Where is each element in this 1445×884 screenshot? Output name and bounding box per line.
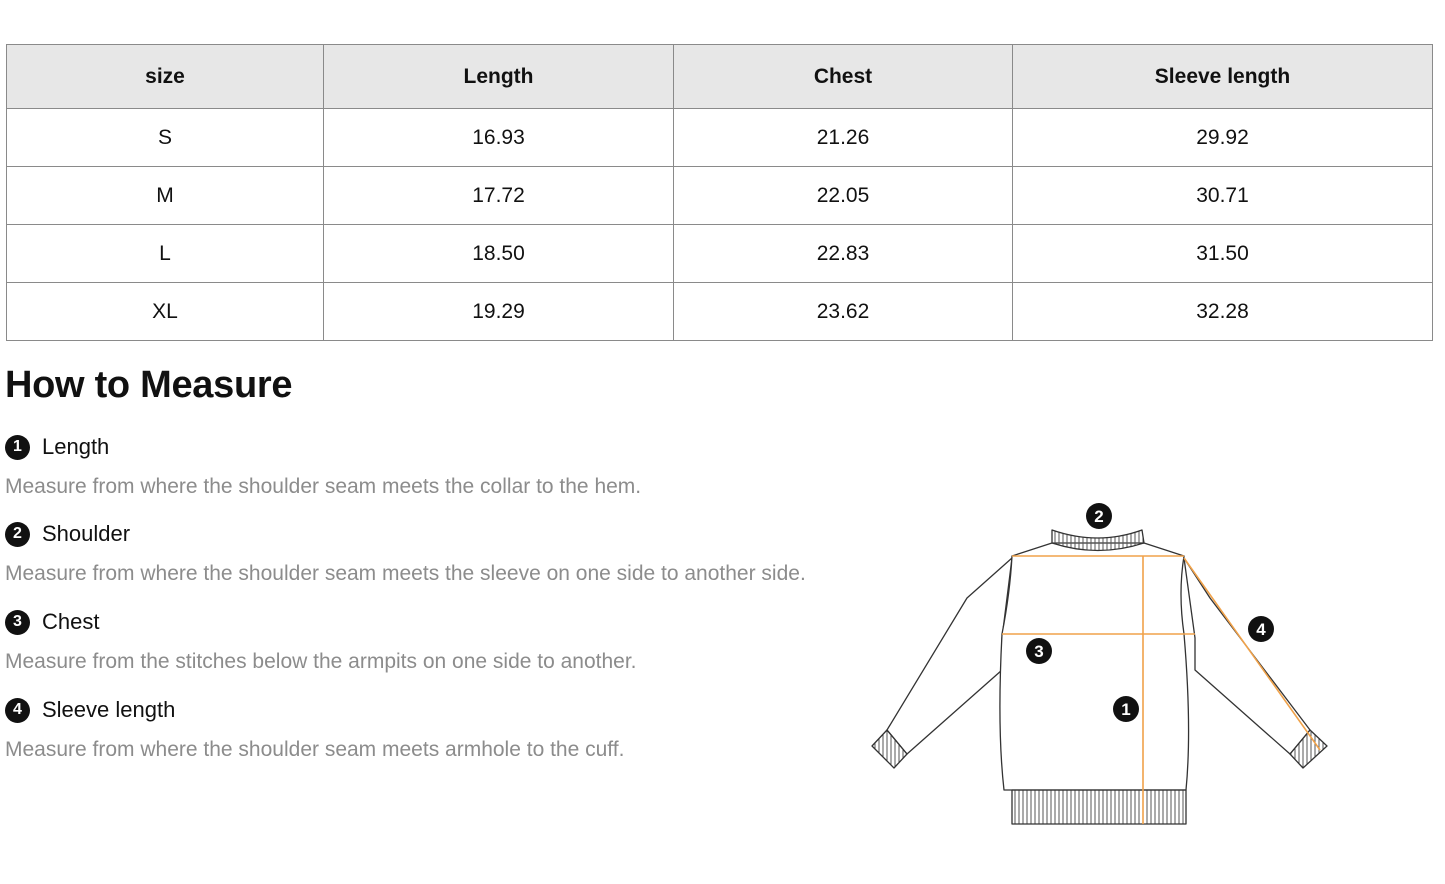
marker-2: [1086, 503, 1112, 529]
cell-size: S: [7, 109, 324, 167]
table-row: [7, 167, 1433, 225]
hem-ribbing: [1012, 790, 1186, 824]
measure-step-sleeve-length: [5, 695, 624, 762]
cell-length: 16.93: [324, 109, 674, 167]
cell-size: XL: [7, 283, 324, 341]
cell-sleeve-length: 31.50: [1013, 225, 1433, 283]
sweater-outline: [872, 530, 1327, 824]
measure-step-length: [5, 432, 641, 499]
size-chart-table: [6, 44, 1433, 341]
cell-length: 18.50: [324, 225, 674, 283]
table-row: [7, 109, 1433, 167]
header-size: size: [7, 45, 324, 109]
cell-length: 19.29: [324, 283, 674, 341]
step-description: Measure from where the shoulder seam meets armhole to the cuff.: [5, 738, 625, 761]
measure-step-chest: [5, 607, 637, 674]
step-description: Measure from where the shoulder seam meets the collar to the hem.: [5, 475, 642, 498]
marker-3: [1026, 638, 1052, 664]
cell-size: M: [7, 167, 324, 225]
step-description: Measure from the stitches below the armpits on one side to another.: [5, 650, 637, 673]
header-length: Length: [324, 45, 674, 109]
marker-number: 2: [1094, 507, 1104, 526]
header-sleeve-length: Sleeve length: [1013, 45, 1433, 109]
step-number-badge: 2: [5, 522, 30, 547]
step-label: Shoulder: [42, 521, 131, 546]
step-number-badge: 3: [5, 610, 30, 635]
cell-length: 17.72: [324, 167, 674, 225]
step-label: Sleeve length: [42, 697, 176, 722]
marker-number: 1: [1121, 700, 1131, 719]
cell-chest: 21.26: [674, 109, 1013, 167]
cell-sleeve-length: 29.92: [1013, 109, 1433, 167]
step-number-badge: 1: [5, 435, 30, 460]
cell-size: L: [7, 225, 324, 283]
cell-chest: 22.05: [674, 167, 1013, 225]
table-row: [7, 283, 1433, 341]
cell-chest: 22.83: [674, 225, 1013, 283]
step-number-badge: 4: [5, 698, 30, 723]
table-row: [7, 225, 1433, 283]
header-chest: Chest: [674, 45, 1013, 109]
marker-number: 3: [1034, 642, 1044, 661]
sweater-measurement-diagram: [862, 498, 1336, 832]
marker-number: 4: [1256, 620, 1266, 639]
step-description: Measure from where the shoulder seam meets the sleeve on one side to another side.: [5, 562, 806, 585]
right-sleeve: [1184, 558, 1310, 754]
left-sleeve: [887, 558, 1012, 754]
collar-ribbing: [1052, 530, 1144, 551]
marker-4: [1248, 616, 1274, 642]
measure-step-shoulder: [5, 519, 806, 586]
step-label: Chest: [42, 609, 100, 634]
cell-chest: 23.62: [674, 283, 1013, 341]
cell-sleeve-length: 30.71: [1013, 167, 1433, 225]
step-label: Length: [42, 434, 110, 459]
marker-1: [1113, 696, 1139, 722]
cell-sleeve-length: 32.28: [1013, 283, 1433, 341]
sweater-body: [1000, 543, 1189, 790]
table-header-row: [7, 45, 1433, 109]
how-to-measure-title: How to Measure: [5, 364, 293, 406]
